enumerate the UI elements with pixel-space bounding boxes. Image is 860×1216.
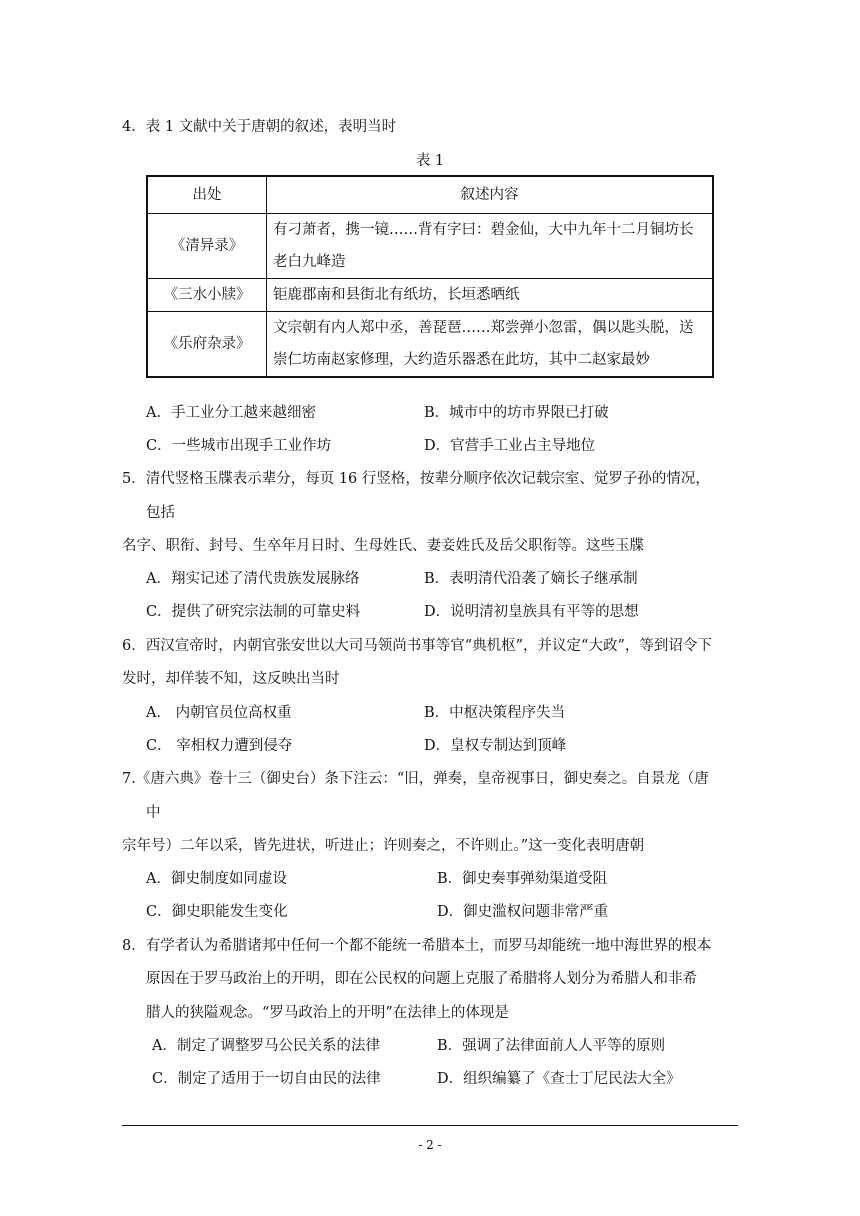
- q8-option-d: D．组织编纂了《查士丁尼民法大全》: [437, 1071, 681, 1087]
- table-header-row: [147, 176, 713, 214]
- q8-option-b: B．强调了法律面前人人平等的原则: [437, 1038, 666, 1054]
- q4-stem: 4．表 1 文献中关于唐朝的叙述，表明当时: [122, 119, 397, 135]
- q8-option-c: C．制定了适用于一切自由民的法律: [152, 1071, 381, 1087]
- row-content-line: 钜鹿郡南和县街北有纸坊，长垣悉晒纸: [273, 287, 520, 303]
- q7-option-c: C．御史职能发生变化: [146, 904, 288, 920]
- q4-option-d: D．官营手工业占主导地位: [424, 438, 596, 454]
- q5-option-a: A．翔实记述了清代贵族发展脉络: [146, 571, 360, 587]
- q5-stem-line: 名字、职衔、封号、生卒年月日时、生母姓氏、妻妾姓氏及岳父职衔等。这些玉牒: [122, 538, 644, 554]
- row-content-line: 崇仁坊南赵家修理，大约造乐器悉在此坊，其中二赵家最妙: [273, 352, 650, 368]
- q8-stem-line: 腊人的狭隘观念。“罗马政治上的开明”在法律上的体现是: [146, 1005, 509, 1021]
- q5-stem-line: 5．清代竖格玉牒表示辈分，每页 16 行竖格，按辈分顺序依次记载宗室、觉罗子孙的情况，: [122, 471, 710, 487]
- q5-option-b: B．表明清代沿袭了嫡长子继承制: [424, 571, 638, 587]
- row-source: 《乐府杂录》: [147, 312, 267, 378]
- table-row: [147, 312, 713, 378]
- q7-stem-line: 中: [146, 805, 161, 821]
- row-content: [267, 279, 714, 312]
- page-number: - 2 -: [418, 1138, 442, 1152]
- q8-stem-line: 8．有学者认为希腊诸邦中任何一个都不能统一希腊本土，而罗马却能统一地中海世界的根本: [122, 938, 712, 954]
- q5-stem-line: 包括: [146, 505, 175, 521]
- q7-option-a: A．御史制度如同虚设: [146, 871, 287, 887]
- table-caption: 表 1: [415, 153, 445, 169]
- row-source: 《三水小牍》: [147, 279, 267, 312]
- q7-option-b: B．御史奏事弹劾渠道受阻: [437, 871, 608, 887]
- q7-stem-line: 7.《唐六典》卷十三（御史台）条下注云：“旧，弹奏，皇帝视事日，御史奏之。自景龙（唐: [122, 771, 709, 787]
- header-content: 叙述内容: [267, 176, 714, 214]
- q4-option-c: C．一些城市出现手工业作坊: [146, 438, 332, 454]
- q5-option-d: D．说明清初皇族具有平等的思想: [424, 604, 639, 620]
- row-content: [267, 312, 714, 378]
- table-row: [147, 214, 713, 279]
- q5-option-c: C．提供了研究宗法制的可靠史料: [146, 604, 361, 620]
- q4-option-b: B．城市中的坊市界限已打破: [424, 405, 609, 421]
- q6-stem-line: 发时，却佯装不知，这反映出当时: [122, 671, 340, 687]
- row-content-line: 老白九峰造: [273, 254, 346, 270]
- q8-option-a: A．制定了调整罗马公民关系的法律: [152, 1038, 380, 1054]
- footer-divider: [122, 1125, 738, 1126]
- q6-option-b: B．中枢决策程序失当: [424, 705, 566, 721]
- q6-option-d: D．皇权专制达到顶峰: [424, 738, 567, 754]
- q6-option-a: A． 内朝官员位高权重: [146, 705, 292, 721]
- q7-stem-line: 宗年号）二年以采，皆先进状，听进止；许则奏之，不许则止。”这一变化表明唐朝: [122, 838, 645, 854]
- row-content: [267, 214, 714, 279]
- q4-option-a: A．手工业分工越来越细密: [146, 405, 316, 421]
- q7-option-d: D．御史滥权问题非常严重: [437, 904, 609, 920]
- q6-stem-line: 6．西汉宣帝时，内朝官张安世以大司马领尚书事等官“典机枢”，并议定“大政”，等到诏令下: [122, 638, 712, 654]
- header-source: 出处: [147, 176, 267, 214]
- table-row: [147, 279, 713, 312]
- row-content-line: 有刁萧者，携一镜……背有字曰：碧金仙，大中九年十二月铜坊长: [273, 222, 694, 238]
- row-content-line: 文宗朝有内人郑中丞，善琵琶……郑尝弹小忽雷，偶以匙头脱，送: [273, 320, 694, 336]
- q6-option-c: C． 宰相权力遭到侵夺: [146, 738, 293, 754]
- q8-stem-line: 原因在于罗马政治上的开明，即在公民权的问题上克服了希腊将人划分为希腊人和非希: [146, 971, 697, 987]
- row-source: 《清异录》: [147, 214, 267, 279]
- literature-table: [146, 175, 714, 378]
